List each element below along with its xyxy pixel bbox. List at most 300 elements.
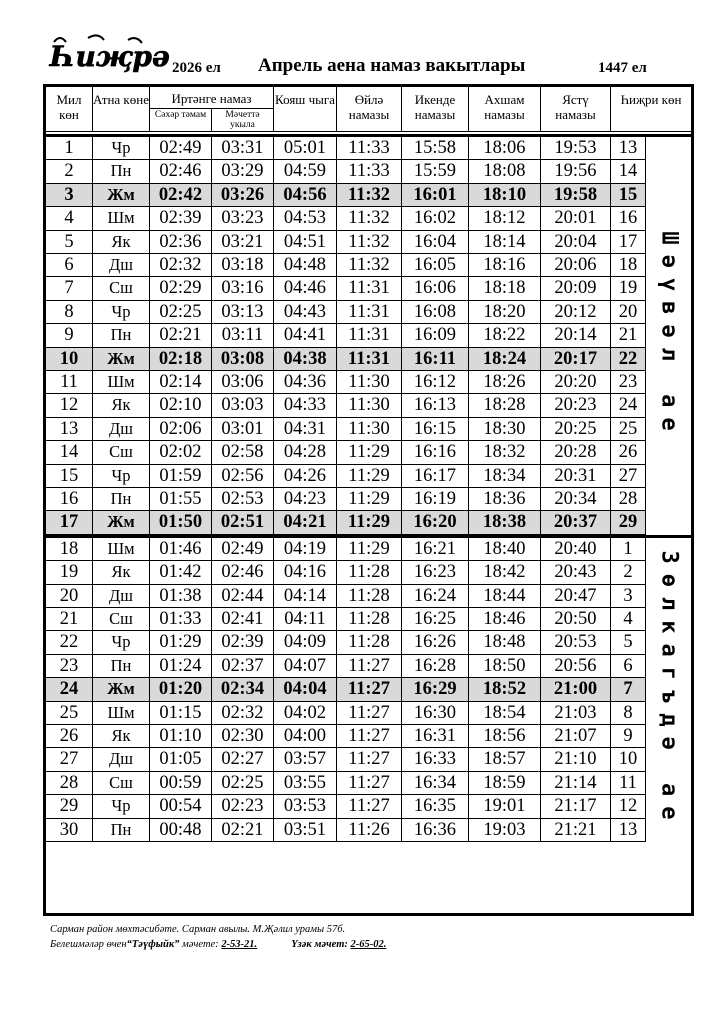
year-label: 2026 ел [172, 60, 221, 76]
table-cell: 02:34 [212, 678, 274, 700]
table-cell: 02:49 [150, 137, 212, 159]
table-cell: 11:31 [337, 324, 402, 346]
table-row [46, 819, 646, 842]
month-text-first: Шәүвәл ае [656, 231, 681, 441]
table-cell: 01:46 [150, 538, 212, 560]
month-text-second: Зөлкагъдә ае [656, 550, 681, 830]
table-cell: 16:21 [402, 538, 469, 560]
table-cell: 15 [611, 184, 646, 206]
table-cell: Шм [93, 371, 150, 393]
table-cell: 01:50 [150, 511, 212, 533]
table-cell: 16:23 [402, 561, 469, 583]
table-cell: 02:30 [212, 725, 274, 747]
table-row [46, 772, 646, 795]
table-cell: 03:31 [212, 137, 274, 159]
table-cell: 02:49 [212, 538, 274, 560]
table-cell: 9 [46, 324, 93, 346]
table-cell: 16:08 [402, 301, 469, 323]
table-cell: 17 [46, 511, 93, 533]
table-cell: 19 [611, 277, 646, 299]
table-cell: 18:26 [469, 371, 541, 393]
table-cell: 6 [611, 655, 646, 677]
table-cell: 16:24 [402, 585, 469, 607]
table-row [46, 795, 646, 818]
table-header [46, 87, 691, 132]
table-cell: 26 [611, 441, 646, 463]
table-cell: 7 [611, 678, 646, 700]
table-cell: 6 [46, 254, 93, 276]
table-cell: 20:31 [541, 465, 611, 487]
table-cell: 16:20 [402, 511, 469, 533]
table-cell: 04:09 [274, 631, 337, 653]
col-akhsham: Ахшам намазы [469, 87, 541, 131]
table-cell: 11:26 [337, 819, 402, 841]
table-cell: Як [93, 394, 150, 416]
table-cell: 21:10 [541, 748, 611, 770]
table-cell: Шм [93, 538, 150, 560]
table-cell: 21:00 [541, 678, 611, 700]
col-mechet: Мәчеттә укыла [212, 108, 273, 131]
table-cell: 19:56 [541, 160, 611, 182]
table-cell: 18:16 [469, 254, 541, 276]
table-cell: 13 [611, 819, 646, 841]
table-cell: Чр [93, 631, 150, 653]
table-cell: 10 [46, 348, 93, 370]
table-cell: 16:17 [402, 465, 469, 487]
table-cell: 16:19 [402, 488, 469, 510]
table-cell: 18:30 [469, 418, 541, 440]
table-cell: 20 [46, 585, 93, 607]
table-cell: 04:02 [274, 702, 337, 724]
table-cell: 03:13 [212, 301, 274, 323]
table-cell: 19:01 [469, 795, 541, 817]
table-cell: Дш [93, 748, 150, 770]
table-cell: 03:11 [212, 324, 274, 346]
table-cell: 01:10 [150, 725, 212, 747]
table-row [46, 748, 646, 771]
table-cell: Дш [93, 585, 150, 607]
table-cell: 18:54 [469, 702, 541, 724]
table-cell: 2 [46, 160, 93, 182]
table-cell: 03:03 [212, 394, 274, 416]
table-cell: 14 [46, 441, 93, 463]
table-cell: 21:17 [541, 795, 611, 817]
table-cell: 18:08 [469, 160, 541, 182]
table-cell: 02:44 [212, 585, 274, 607]
table-row [46, 231, 646, 254]
table-row [46, 301, 646, 324]
table-row [46, 184, 646, 207]
table-row [46, 277, 646, 300]
table-cell: 18:57 [469, 748, 541, 770]
table-cell: 02:32 [212, 702, 274, 724]
table-cell: 21:14 [541, 772, 611, 794]
table-cell: 01:33 [150, 608, 212, 630]
table-cell: 18:44 [469, 585, 541, 607]
table-cell: Жм [93, 678, 150, 700]
table-cell: 20:04 [541, 231, 611, 253]
table-cell: 18 [46, 538, 93, 560]
table-cell: 04:33 [274, 394, 337, 416]
table-cell: 16:33 [402, 748, 469, 770]
table-cell: 16:25 [402, 608, 469, 630]
table-cell: 15:59 [402, 160, 469, 182]
table-cell: 04:59 [274, 160, 337, 182]
table-cell: 16:15 [402, 418, 469, 440]
table-cell: 20:09 [541, 277, 611, 299]
table-cell: 04:56 [274, 184, 337, 206]
table-cell: 04:07 [274, 655, 337, 677]
table-cell: 00:48 [150, 819, 212, 841]
table-cell: 03:51 [274, 819, 337, 841]
table-cell: 2 [611, 561, 646, 583]
table-cell: 20:20 [541, 371, 611, 393]
table-cell: Сш [93, 608, 150, 630]
table-cell: 04:16 [274, 561, 337, 583]
table-cell: 03:18 [212, 254, 274, 276]
table-cell: 11:28 [337, 608, 402, 630]
table-cell: 11:27 [337, 772, 402, 794]
footer-address: Сарман район мөхтәсибәте. Сарман авылы. М.Җәлил урамы 57б. [50, 924, 346, 935]
table-cell: 16:29 [402, 678, 469, 700]
table-cell: 20:23 [541, 394, 611, 416]
table-cell: 3 [611, 585, 646, 607]
table-cell: 02:32 [150, 254, 212, 276]
table-cell: 03:23 [212, 207, 274, 229]
table-cell: 04:23 [274, 488, 337, 510]
table-cell: 18:38 [469, 511, 541, 533]
table-cell: 16 [611, 207, 646, 229]
table-cell: 27 [46, 748, 93, 770]
table-cell: 02:36 [150, 231, 212, 253]
table-cell: 11:29 [337, 488, 402, 510]
col-atna-kone: Атна көне [93, 87, 150, 131]
table-cell: 02:53 [212, 488, 274, 510]
table-cell: 18:48 [469, 631, 541, 653]
table-row [46, 254, 646, 277]
table-row [46, 585, 646, 608]
table-row [46, 348, 646, 371]
table-cell: 04:41 [274, 324, 337, 346]
table-cell: Сш [93, 441, 150, 463]
footer-central-label: Үзәк мәчет: [291, 939, 351, 950]
table-cell: 04:53 [274, 207, 337, 229]
table-cell: 04:14 [274, 585, 337, 607]
table-cell: Шм [93, 702, 150, 724]
table-cell: 18:52 [469, 678, 541, 700]
table-cell: 16:31 [402, 725, 469, 747]
table-cell: 03:08 [212, 348, 274, 370]
table-cell: 11:31 [337, 301, 402, 323]
table-cell: 18:24 [469, 348, 541, 370]
col-mil-kon: Мил көн [46, 87, 93, 131]
table-cell: 01:55 [150, 488, 212, 510]
table-cell: 27 [611, 465, 646, 487]
table-cell: 02:10 [150, 394, 212, 416]
table-cell: 05:01 [274, 137, 337, 159]
table-cell: Жм [93, 348, 150, 370]
table-cell: 20:40 [541, 538, 611, 560]
table-cell: 04:36 [274, 371, 337, 393]
col-hijri-kon: Һиҗри көн [620, 92, 682, 107]
table-cell: 04:28 [274, 441, 337, 463]
table-cell: 23 [611, 371, 646, 393]
table-cell: 20:53 [541, 631, 611, 653]
table-cell: 18:18 [469, 277, 541, 299]
table-cell: 18:06 [469, 137, 541, 159]
table-cell: 1 [611, 538, 646, 560]
col-oile: Өйлә намазы [337, 87, 402, 131]
footer-mosque-suffix: мәчете: [179, 939, 222, 950]
table-cell: Жм [93, 184, 150, 206]
table-cell: Як [93, 725, 150, 747]
table-cell: 04:31 [274, 418, 337, 440]
table-cell: 03:55 [274, 772, 337, 794]
month-separator [46, 535, 691, 538]
table-cell: Дш [93, 418, 150, 440]
table-cell: 20:06 [541, 254, 611, 276]
table-cell: 02:21 [150, 324, 212, 346]
table-row [46, 465, 646, 488]
table-cell: 20:56 [541, 655, 611, 677]
table-cell: 16:28 [402, 655, 469, 677]
table-cell: 25 [611, 418, 646, 440]
col-saher: Сәхәр тәмам [150, 108, 212, 131]
table-cell: 18:22 [469, 324, 541, 346]
table-cell: 20:25 [541, 418, 611, 440]
table-cell: Чр [93, 137, 150, 159]
month-label-shawwal [646, 137, 691, 535]
logo-text: Һиҗрә [50, 40, 170, 73]
table-cell: 03:29 [212, 160, 274, 182]
table-cell: 00:59 [150, 772, 212, 794]
table-cell: 02:46 [150, 160, 212, 182]
table-cell: 11:28 [337, 631, 402, 653]
table-cell: 16:12 [402, 371, 469, 393]
table-cell: 02:18 [150, 348, 212, 370]
table-cell: 16:06 [402, 277, 469, 299]
table-cell: Пн [93, 324, 150, 346]
table-cell: 01:42 [150, 561, 212, 583]
table-cell: 21:07 [541, 725, 611, 747]
table-cell: 1 [46, 137, 93, 159]
table-cell: 16:30 [402, 702, 469, 724]
table-cell: 02:37 [212, 655, 274, 677]
table-cell: 01:24 [150, 655, 212, 677]
table-cell: 9 [611, 725, 646, 747]
table-cell: 11:27 [337, 748, 402, 770]
table-cell: 18:36 [469, 488, 541, 510]
table-row [46, 160, 646, 183]
table-cell: 02:58 [212, 441, 274, 463]
table-cell: 01:59 [150, 465, 212, 487]
table-cell: Сш [93, 277, 150, 299]
table-cell: 5 [46, 231, 93, 253]
table-cell: 03:26 [212, 184, 274, 206]
table-cell: 16:02 [402, 207, 469, 229]
table-cell: 11:30 [337, 394, 402, 416]
table-cell: 5 [611, 631, 646, 653]
table-cell: 18:46 [469, 608, 541, 630]
table-cell: 02:25 [150, 301, 212, 323]
table-cell: 11:29 [337, 538, 402, 560]
table-cell: 25 [46, 702, 93, 724]
table-cell: 18:14 [469, 231, 541, 253]
table-cell: 11:33 [337, 160, 402, 182]
table-cell: 18:50 [469, 655, 541, 677]
table-cell: 02:02 [150, 441, 212, 463]
table-cell: 11:30 [337, 418, 402, 440]
table-cell: 02:42 [150, 184, 212, 206]
table-row [46, 538, 646, 561]
table-cell: 02:56 [212, 465, 274, 487]
table-cell: 12 [46, 394, 93, 416]
table-row [46, 488, 646, 511]
table-cell: 17 [611, 231, 646, 253]
footer-phone-1: 2-53-21. [221, 939, 258, 950]
table-row [46, 394, 646, 417]
table-cell: 13 [611, 137, 646, 159]
hijri-year-label: 1447 ел [598, 60, 647, 76]
table-row [46, 561, 646, 584]
table-cell: 20:14 [541, 324, 611, 346]
table-cell: 16:05 [402, 254, 469, 276]
table-cell: 02:39 [212, 631, 274, 653]
table-cell: 28 [46, 772, 93, 794]
table-cell: Сш [93, 772, 150, 794]
col-yastu: Ястү намазы [541, 87, 611, 131]
table-row [46, 137, 646, 160]
table-row [46, 702, 646, 725]
table-cell: 04:04 [274, 678, 337, 700]
table-cell: Шм [93, 207, 150, 229]
table-cell: 04:11 [274, 608, 337, 630]
table-row [46, 511, 646, 534]
table-cell: 11:32 [337, 231, 402, 253]
table-cell: 01:05 [150, 748, 212, 770]
col-ikende: Икенде намазы [402, 87, 469, 131]
table-cell: 04:43 [274, 301, 337, 323]
table-cell: 23 [46, 655, 93, 677]
table-cell: 20 [611, 301, 646, 323]
table-cell: 21 [611, 324, 646, 346]
table-cell: 04:38 [274, 348, 337, 370]
table-cell: 11:30 [337, 371, 402, 393]
table-row [46, 441, 646, 464]
table-cell: 21:21 [541, 819, 611, 841]
table-cell: 30 [46, 819, 93, 841]
table-cell: 20:37 [541, 511, 611, 533]
table-cell: 01:15 [150, 702, 212, 724]
table-cell: 02:46 [212, 561, 274, 583]
table-cell: 18:56 [469, 725, 541, 747]
table-cell: 13 [46, 418, 93, 440]
table-cell: 21:03 [541, 702, 611, 724]
table-cell: 14 [611, 160, 646, 182]
footer-info-label: Белешмәләр өчен [50, 939, 127, 950]
table-cell: 04:46 [274, 277, 337, 299]
table-cell: Пн [93, 655, 150, 677]
table-cell: 20:50 [541, 608, 611, 630]
table-cell: 11:31 [337, 348, 402, 370]
table-cell: 02:21 [212, 819, 274, 841]
table-cell: 26 [46, 725, 93, 747]
table-cell: 18:40 [469, 538, 541, 560]
table-cell: 19:58 [541, 184, 611, 206]
prayer-times-table [43, 84, 694, 916]
table-cell: 18 [611, 254, 646, 276]
table-cell: 02:39 [150, 207, 212, 229]
table-cell: 11:27 [337, 655, 402, 677]
table-cell: 3 [46, 184, 93, 206]
table-cell: Пн [93, 819, 150, 841]
table-cell: 16:01 [402, 184, 469, 206]
table-row [46, 678, 646, 701]
table-cell: 19:03 [469, 819, 541, 841]
table-cell: 29 [611, 511, 646, 533]
table-cell: 03:01 [212, 418, 274, 440]
table-cell: 16:04 [402, 231, 469, 253]
table-cell: 18:12 [469, 207, 541, 229]
table-row [46, 418, 646, 441]
table-cell: 01:38 [150, 585, 212, 607]
table-cell: Чр [93, 301, 150, 323]
table-cell: 22 [46, 631, 93, 653]
table-cell: 12 [611, 795, 646, 817]
footer-phone-2: 2-65-02. [350, 939, 387, 950]
table-cell: 19:53 [541, 137, 611, 159]
table-cell: 01:20 [150, 678, 212, 700]
table-cell: 11:29 [337, 441, 402, 463]
col-irtenge-label: Иртәнге намаз [171, 91, 252, 106]
col-group-irtenge [150, 87, 274, 131]
table-cell: Як [93, 231, 150, 253]
table-cell: 8 [46, 301, 93, 323]
table-cell: 04:51 [274, 231, 337, 253]
table-cell: 11:27 [337, 678, 402, 700]
table-cell: 16:36 [402, 819, 469, 841]
table-cell: Пн [93, 488, 150, 510]
table-cell: 03:16 [212, 277, 274, 299]
table-cell: Чр [93, 465, 150, 487]
table-cell: 18:34 [469, 465, 541, 487]
table-cell: 03:06 [212, 371, 274, 393]
table-cell: 24 [611, 394, 646, 416]
month-label-dhulqadah [646, 538, 691, 842]
table-cell: 20:17 [541, 348, 611, 370]
table-cell: 18:32 [469, 441, 541, 463]
table-row [46, 608, 646, 631]
table-cell: 11:27 [337, 702, 402, 724]
table-cell: 02:23 [212, 795, 274, 817]
table-cell: 11:27 [337, 795, 402, 817]
table-cell: 04:00 [274, 725, 337, 747]
table-cell: 15:58 [402, 137, 469, 159]
table-cell: 28 [611, 488, 646, 510]
table-cell: 11:29 [337, 511, 402, 533]
table-cell: 20:34 [541, 488, 611, 510]
table-cell: 03:57 [274, 748, 337, 770]
table-cell: 20:01 [541, 207, 611, 229]
table-cell: 20:28 [541, 441, 611, 463]
table-cell: 11:31 [337, 277, 402, 299]
table-cell: 02:41 [212, 608, 274, 630]
table-cell: 04:21 [274, 511, 337, 533]
footer-contacts [50, 939, 386, 950]
table-cell: 20:12 [541, 301, 611, 323]
table-cell: 10 [611, 748, 646, 770]
table-cell: Пн [93, 160, 150, 182]
